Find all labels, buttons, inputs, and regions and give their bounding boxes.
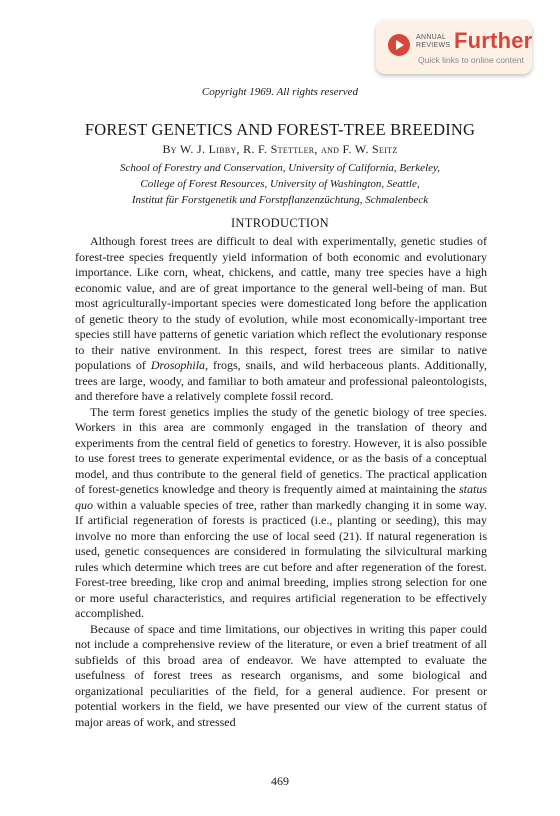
body-paragraph: The term forest genetics implies the study of the genetic biology of tree species. Workers in this area are commonly engaged in the translation of theory and experiments from the central field of genetics to forestry. However, it is also possible to use forest trees to generate experimental evidence, or as the basis of a conceptual model, and thus contribute to the general field of genetics. The practical application of forest-genetics knowledge and theory is frequently aimed at maintaining the status quo within a valuable species of tree, rather than markedly changing it in some way. If artificial regeneration of forests is practiced (i.e., planting or seeding), this may involve no more than enforcing the use of local seed (21). If natural regeneration is used, genetic consequences are considered in formulating the silvicultural marking rules which determine which trees are cut before and after regeneration of the forest. Forest-tree breeding, like crop and animal breeding, implies strong selection for one or more useful characteristics, and requires artificial regeneration to be effectively accomplished.: [75, 404, 487, 620]
italic-term: Drosophila: [150, 358, 206, 372]
article-body: [75, 234, 487, 730]
body-paragraph: Because of space and time limitations, our objectives in writing this paper could not include a comprehensive review of the literature, or even a brief treatment of all subfields of this broad area of endeavor. We have attempted to evaluate the usefulness of forest trees as research organisms, and some biological and organizational peculiarities of the field, for a general audience. For present or potential workers in the field, we have presented our view of the current status of major areas of work, and stressed: [75, 621, 487, 729]
annual-reviews-wordmark: ANNUAL REVIEWS: [416, 34, 451, 49]
author-affiliations: [0, 160, 560, 208]
affiliation-line: College of Forest Resources, University of Washington, Seattle,: [140, 178, 420, 190]
italic-term: status quo: [75, 482, 487, 512]
annual-reviews-logo-icon: [388, 34, 410, 56]
body-paragraph: Although forest trees are difficult to deal with experimentally, genetic studies of forest-tree species frequently yield information of both economic and evolutionary importance. Like corn, wheat, chickens, and cattle, many tree species have a high economic value, and are of great importance to the general well-being of man. But most agriculturally-important species were domesticated long before the application of genetic theory to the study of evolution, while most economically-important tree species still have patterns of genetic variation which reflect the evolutionary response to their native environment. In this respect, forest trees are similar to native populations of Drosophila, frogs, snails, and wild herbaceous plants. Additionally, trees are large, woody, and familiar to both amateur and professional paleontologists, and therefore have a relatively complete fossil record.: [75, 234, 487, 403]
copyright-line: Copyright 1969. All rights reserved: [201, 86, 359, 98]
article-title: FOREST GENETICS AND FOREST-TREE BREEDING: [84, 120, 476, 139]
further-brand: Further: [454, 28, 533, 53]
affiliation-line: School of Forestry and Conservation, University of California, Berkeley,: [119, 162, 441, 174]
further-subtitle: Quick links to online content: [418, 55, 524, 65]
affiliation-line: Institut für Forstgenetik und Forstpflanzenzüchtung, Schmalenbeck: [131, 194, 429, 206]
article-authors: By W. J. Libby, R. F. Stettler, and F. W. Seitz: [162, 142, 398, 156]
section-heading: INTRODUCTION: [230, 216, 330, 230]
page-number: 469: [271, 774, 289, 788]
annual-reviews-further-badge[interactable]: [376, 20, 532, 74]
